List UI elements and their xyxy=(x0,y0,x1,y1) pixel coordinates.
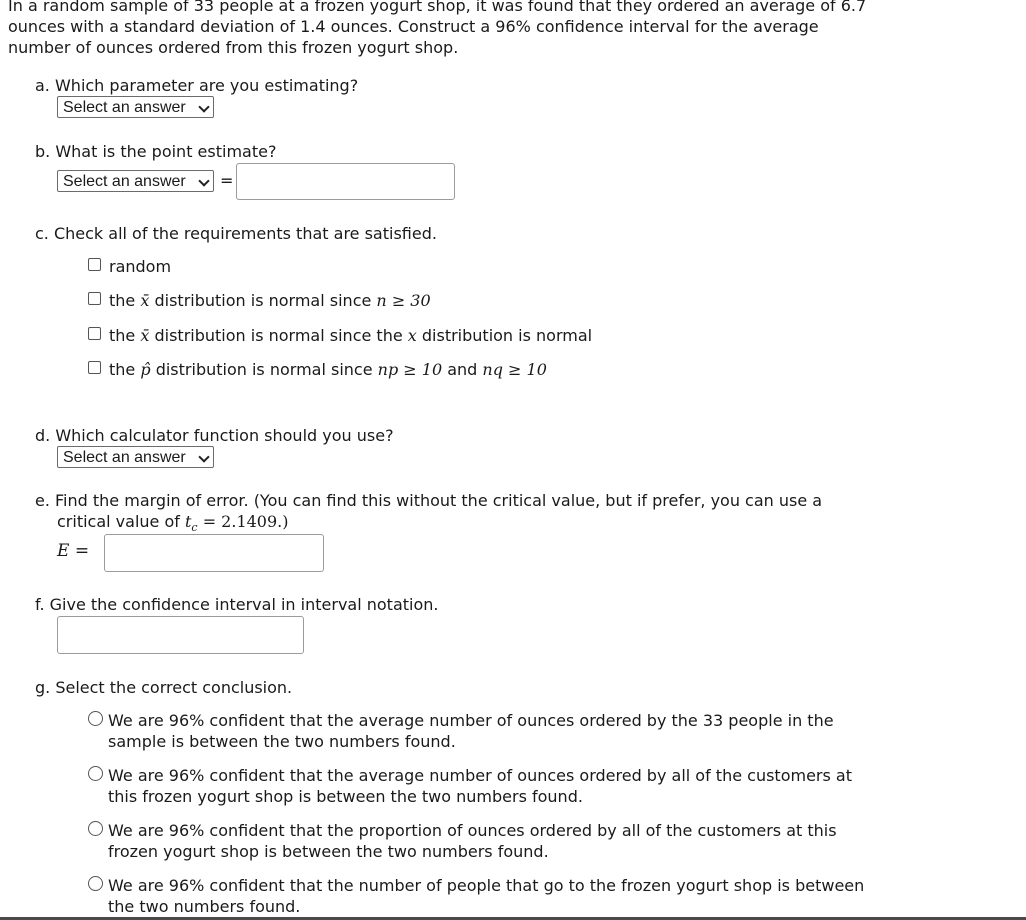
confidence-interval-input[interactable] xyxy=(57,616,304,654)
conclusion-option-2-radio[interactable] xyxy=(88,766,103,781)
parameter-select[interactable] xyxy=(57,96,214,118)
point-estimate-select-value: Select an answer xyxy=(63,173,186,190)
requirement-n30-checkbox[interactable] xyxy=(88,292,101,305)
calculator-function-select[interactable] xyxy=(57,446,214,468)
requirement-n30-label: the x̄ distribution is normal since n ≥ 30 xyxy=(109,291,431,310)
problem-statement xyxy=(8,0,866,58)
phat-symbol: p̂ xyxy=(140,360,151,379)
question-b-prompt: b. What is the point estimate? xyxy=(35,142,277,161)
question-e-prompt-line-2: critical value of $t_c = 2.1409$.) xyxy=(57,512,289,535)
conclusion-option-2-label: We are 96% confident that the average number of ounces ordered by all of the customers at this frozen yogurt shop is between the two numbers found. xyxy=(108,766,852,806)
conclusion-option-4-radio[interactable] xyxy=(88,876,103,891)
conclusion-option-1-radio[interactable] xyxy=(88,711,103,726)
problem-line-2: ounces with a standard deviation of 1.4 ounces. Construct a 96% confidence interval for the average xyxy=(8,17,819,36)
requirement-random-label: random xyxy=(109,257,172,276)
requirement-x-normal-label: the x̄ distribution is normal since the x distribution is normal xyxy=(109,326,593,345)
question-c-prompt: c. Check all of the requirements that are satisfied. xyxy=(35,224,437,243)
conclusion-option-4-label: We are 96% confident that the number of people that go to the frozen yogurt shop is between the two numbers found. xyxy=(108,876,865,916)
requirement-np-nq-label: the p̂ distribution is normal since np ≥ 10 and nq ≥ 10 xyxy=(109,360,547,379)
point-estimate-input[interactable] xyxy=(236,163,455,200)
problem-line-1: In a random sample of 33 people at a frozen yogurt shop, it was found that they ordered an average of 6.7 xyxy=(8,0,867,15)
xbar-symbol: x̄ xyxy=(140,326,150,345)
chevron-down-icon xyxy=(198,101,209,112)
margin-of-error-input[interactable] xyxy=(104,534,324,572)
margin-of-error-label: E = xyxy=(57,541,90,561)
chevron-down-icon xyxy=(198,451,209,462)
conclusion-option-3-label: We are 96% confident that the proportion of ounces ordered by all of the customers at this frozen yogurt shop is between the two numbers found. xyxy=(108,821,837,861)
conclusion-option-1-label: We are 96% confident that the average number of ounces ordered by the 33 people in the sample is between the two numbers found. xyxy=(108,711,834,751)
chevron-down-icon xyxy=(198,175,209,186)
question-d-prompt: d. Which calculator function should you use? xyxy=(35,426,394,445)
requirement-x-normal-checkbox[interactable] xyxy=(88,327,101,340)
calculator-function-select-value: Select an answer xyxy=(63,449,186,466)
question-f-prompt: f. Give the confidence interval in interval notation. xyxy=(35,595,439,614)
requirement-random-checkbox[interactable] xyxy=(88,258,101,271)
equals-sign: = xyxy=(220,171,234,190)
question-a-prompt: a. Which parameter are you estimating? xyxy=(35,76,359,95)
conclusion-option-3-radio[interactable] xyxy=(88,821,103,836)
question-g-prompt: g. Select the correct conclusion. xyxy=(35,678,293,697)
parameter-select-value: Select an answer xyxy=(63,99,186,116)
requirement-np-nq-checkbox[interactable] xyxy=(88,361,101,374)
point-estimate-select[interactable] xyxy=(57,170,214,192)
problem-line-3: number of ounces ordered from this frozen yogurt shop. xyxy=(8,38,459,57)
xbar-symbol: x̄ xyxy=(140,291,150,310)
question-e-prompt-line-1: e. Find the margin of error. (You can find this without the critical value, but if prefer, you can use a xyxy=(35,491,823,510)
